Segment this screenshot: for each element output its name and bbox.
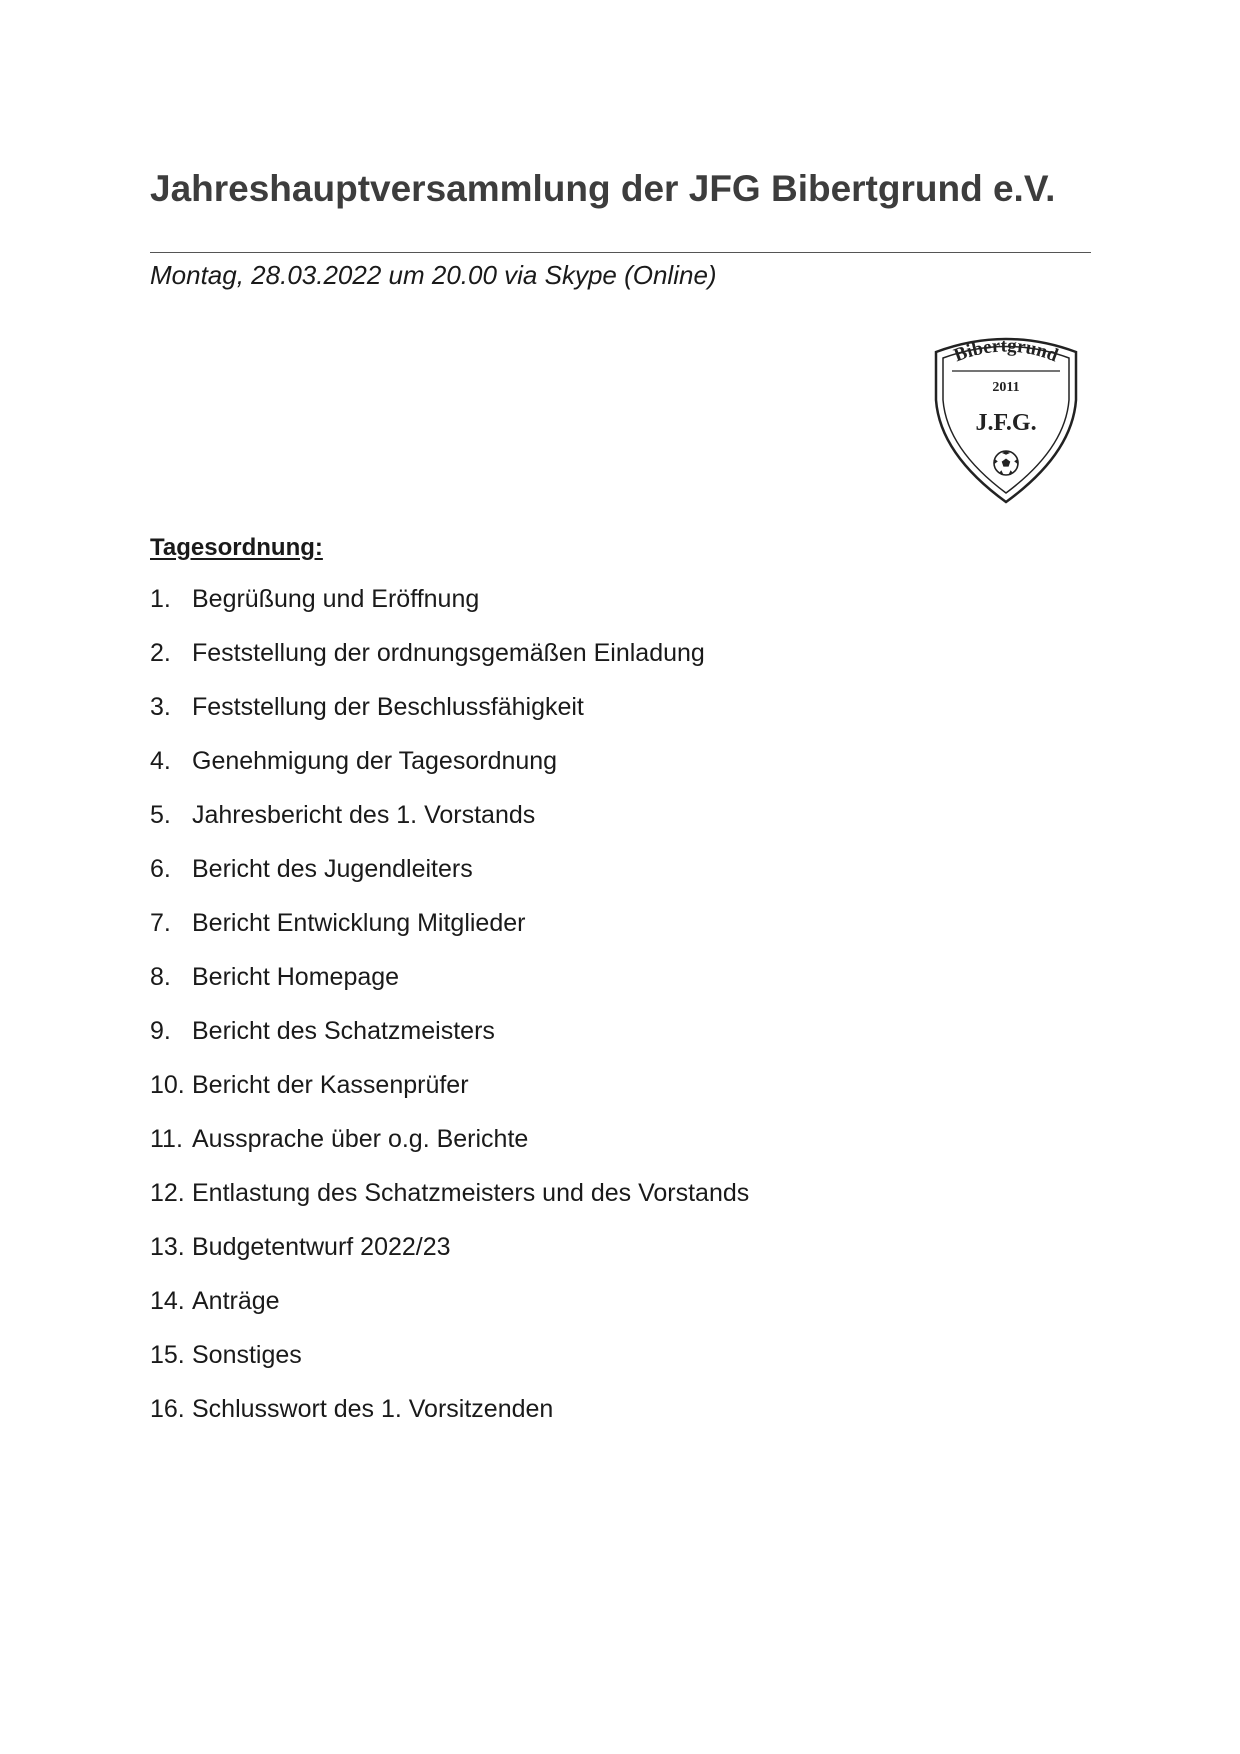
agenda-heading: Tagesordnung: — [150, 534, 323, 561]
agenda-item — [150, 798, 749, 852]
agenda-item-label: Genehmigung der Tagesordnung — [192, 747, 558, 775]
agenda-item — [150, 1176, 749, 1230]
agenda-item-number: 7. — [150, 909, 171, 937]
agenda-item — [150, 906, 749, 960]
agenda-item — [150, 852, 749, 906]
soccer-ball-icon — [994, 451, 1018, 475]
logo-club-name: Bibertgrund — [951, 335, 1061, 367]
agenda-item-label: Begrüßung und Eröffnung — [192, 585, 480, 613]
agenda-item — [150, 1014, 749, 1068]
agenda-item-number: 8. — [150, 963, 171, 991]
agenda-item-number: 2. — [150, 639, 171, 667]
agenda-item-label: Feststellung der Beschlussfähigkeit — [192, 693, 584, 721]
agenda-item-label: Aussprache über o.g. Berichte — [192, 1125, 529, 1153]
logo-initials: J.F.G. — [975, 410, 1037, 436]
agenda-item-number: 15. — [150, 1341, 185, 1369]
agenda-item-number: 16. — [150, 1395, 185, 1423]
agenda-item-number: 4. — [150, 747, 171, 775]
agenda-item-label: Bericht Homepage — [192, 963, 400, 991]
agenda-item-number: 13. — [150, 1233, 185, 1261]
agenda-item-label: Bericht des Schatzmeisters — [192, 1017, 495, 1045]
agenda-item-label: Jahresbericht des 1. Vorstands — [192, 801, 536, 829]
agenda-item-label: Schlusswort des 1. Vorsitzenden — [192, 1395, 554, 1423]
agenda-item — [150, 1284, 749, 1338]
agenda-item — [150, 1230, 749, 1284]
agenda-item-label: Entlastung des Schatzmeisters und des Vorstands — [192, 1179, 750, 1207]
agenda-item-number: 5. — [150, 801, 171, 829]
agenda-item-label: Sonstiges — [192, 1341, 302, 1369]
agenda-list — [150, 582, 749, 1446]
agenda-item-number: 1. — [150, 585, 171, 613]
agenda-item-label: Bericht des Jugendleiters — [192, 855, 473, 883]
agenda-item-label: Budgetentwurf 2022/23 — [192, 1233, 451, 1261]
agenda-item-number: 14. — [150, 1287, 185, 1315]
agenda-item — [150, 690, 749, 744]
agenda-item-number: 12. — [150, 1179, 185, 1207]
agenda-item-label: Bericht Entwicklung Mitglieder — [192, 909, 526, 937]
document-title: Jahreshauptversammlung der JFG Bibertgrund e.V. — [150, 168, 1056, 209]
agenda-item-number: 10. — [150, 1071, 185, 1099]
agenda-item-label: Feststellung der ordnungsgemäßen Einladung — [192, 639, 705, 667]
agenda-item-label: Bericht der Kassenprüfer — [192, 1071, 469, 1099]
title-divider — [150, 252, 1091, 253]
agenda-item — [150, 960, 749, 1014]
agenda-item — [150, 1122, 749, 1176]
agenda-item — [150, 636, 749, 690]
agenda-item-number: 3. — [150, 693, 171, 721]
logo-year: 2011 — [992, 380, 1020, 395]
meeting-date-line: Montag, 28.03.2022 um 20.00 via Skype (Online) — [150, 260, 717, 290]
agenda-item — [150, 582, 749, 636]
agenda-item — [150, 1338, 749, 1392]
agenda-item-number: 11. — [150, 1125, 183, 1153]
agenda-item — [150, 744, 749, 798]
agenda-item — [150, 1392, 749, 1446]
agenda-item-number: 9. — [150, 1017, 171, 1045]
agenda-item-number: 6. — [150, 855, 171, 883]
agenda-item — [150, 1068, 749, 1122]
club-logo — [930, 330, 1082, 506]
agenda-item-label: Anträge — [192, 1287, 280, 1315]
